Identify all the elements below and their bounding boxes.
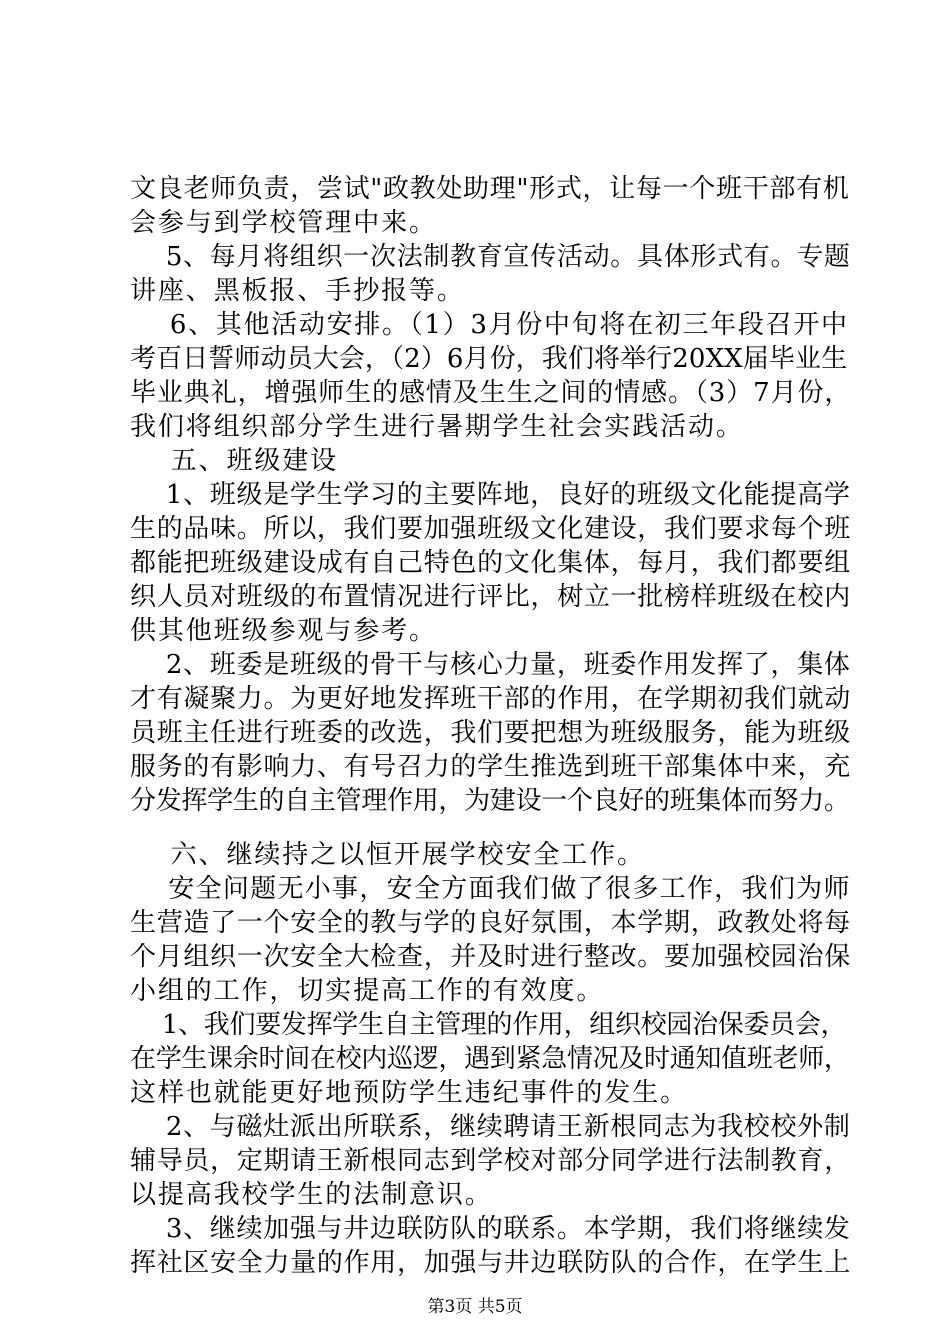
text-line: 都能把班级建设成有自己特色的文化集体，每月，我们都要组 bbox=[130, 548, 851, 578]
text-line: 员班主任进行班委的改选，我们要把想为班级服务，能为班级 bbox=[130, 718, 851, 748]
text-line: 讲座、黑板报、手抄报等。 bbox=[130, 276, 465, 306]
text-line: 分发挥学生的自主管理作用，为建设一个良好的班集体而努力。 bbox=[130, 786, 850, 816]
text-line: 3、继续加强与井边联防队的联系。本学期，我们将继续发 bbox=[130, 1214, 851, 1244]
text-line: 2、班委是班级的骨干与核心力量，班委作用发挥了，集体 bbox=[130, 650, 851, 680]
section-heading: 六、继续持之以恒开展学校安全工作。 bbox=[130, 840, 645, 870]
text-line: 在学生课余时间在校内巡逻，遇到紧急情况及时通知值班老师， bbox=[130, 1044, 850, 1074]
text-line: 2、与磁灶派出所联系，继续聘请王新根同志为我校校外制 bbox=[130, 1112, 851, 1142]
text-line: 才有凝聚力。为更好地发挥班干部的作用，在学期初我们就动 bbox=[130, 684, 851, 714]
text-line: 会参与到学校管理中来。 bbox=[130, 208, 437, 238]
text-line: 文良老师负责，尝试"政教处助理"形式，让每一个班干部有机 bbox=[130, 174, 850, 204]
text-line: 服务的有影响力、有号召力的学生推选到班干部集体中来，充 bbox=[130, 752, 851, 782]
text-line: 考百日誓师动员大会，（2）6月份，我们将举行20XX届毕业生 bbox=[130, 344, 848, 374]
text-line: 挥社区安全力量的作用，加强与井边联防队的合作，在学生上 bbox=[130, 1248, 851, 1278]
text-line: 1、我们要发挥学生自主管理的作用，组织校园治保委员会， bbox=[130, 1010, 847, 1040]
text-line: 辅导员，定期请王新根同志到学校对部分同学进行法制教育， bbox=[130, 1146, 851, 1176]
text-line: 以提高我校学生的法制意识。 bbox=[130, 1180, 493, 1210]
page-indicator: 第3页 共5页 bbox=[427, 1297, 523, 1317]
section-heading: 五、班级建设 bbox=[130, 446, 339, 476]
text-line: 个月组织一次安全大检查，并及时进行整改。要加强校园治保 bbox=[130, 942, 851, 972]
text-line: 1、班级是学生学习的主要阵地，良好的班级文化能提高学 bbox=[130, 480, 851, 510]
text-line: 小组的工作，切实提高工作的有效度。 bbox=[130, 976, 605, 1006]
text-line: 供其他班级参观与参考。 bbox=[130, 616, 437, 646]
text-line: 这样也就能更好地预防学生违纪事件的发生。 bbox=[130, 1078, 689, 1108]
text-line: 毕业典礼，增强师生的感情及生生之间的情感。（3）7月份， bbox=[130, 378, 852, 408]
text-line: 织人员对班级的布置情况进行评比，树立一批榜样班级在校内 bbox=[130, 582, 851, 612]
text-line: 5、每月将组织一次法制教育宣传活动。具体形式有。专题 bbox=[130, 242, 851, 272]
text-line: 6、其他活动安排。（1）3月份中旬将在初三年段召开中 bbox=[130, 310, 849, 340]
text-line: 我们将组织部分学生进行暑期学生社会实践活动。 bbox=[130, 412, 744, 442]
text-line: 安全问题无小事，安全方面我们做了很多工作，我们为师 bbox=[130, 874, 851, 904]
text-line: 生的品味。所以，我们要加强班级文化建设，我们要求每个班 bbox=[130, 514, 851, 544]
text-line: 生营造了一个安全的教与学的良好氛围，本学期，政教处将每 bbox=[130, 908, 851, 938]
